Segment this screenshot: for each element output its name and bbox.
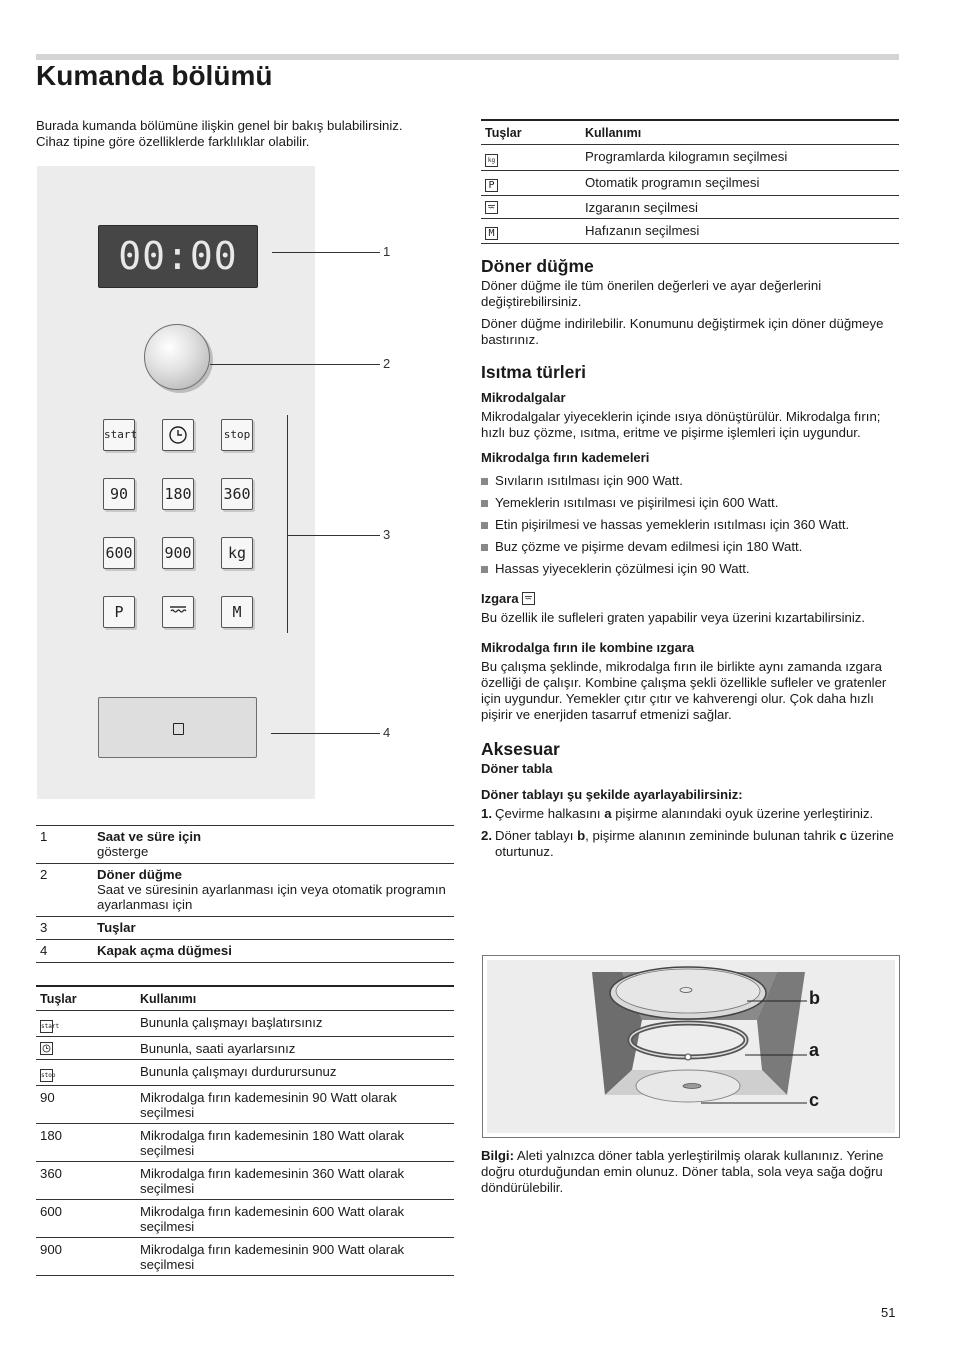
legend-table	[36, 825, 454, 963]
start-key-icon: start	[40, 1020, 53, 1033]
callout-4: 4	[383, 725, 391, 740]
callout-line-1	[272, 252, 380, 253]
list-item: Etin pişirilmesi ve hassas yemeklerin ısıtılması için 360 Watt.	[481, 517, 899, 533]
list-item: Hassas yiyeceklerin çözülmesi için 90 Watt.	[481, 561, 899, 577]
turntable-figure	[482, 955, 900, 1138]
list-item: Yemeklerin ısıtılması ve pişirilmesi için 600 Watt.	[481, 495, 899, 511]
note-text: Bilgi: Aleti yalnızca döner tabla yerleştirilmiş olarak kullanınız. Yerine doğru oturduğundan emin olunuz. Döner tabla, sola veya sağa doğru döndürülebilir.	[481, 1148, 884, 1195]
grill-button[interactable]	[162, 596, 194, 628]
kg-key-icon: kg	[485, 154, 498, 167]
grill-inline-icon	[522, 592, 535, 605]
memory-button[interactable]: M	[221, 596, 253, 628]
clock-display: 00:00	[98, 225, 258, 288]
control-panel-illustration	[37, 166, 315, 799]
table-row: 900 Mikrodalga fırın kademesinin 900 Watt olarak seçilmesi	[36, 1238, 454, 1276]
door-open-button[interactable]	[98, 697, 257, 758]
fig-label-a: a	[809, 1040, 820, 1060]
power-90-button[interactable]: 90	[103, 478, 135, 510]
table-row: P Otomatik programın seçilmesi	[481, 171, 899, 196]
steps-list	[481, 806, 899, 860]
table-row: 2 Döner düğme Saat ve süresinin ayarlanması için veya otomatik programın ayarlanması için	[36, 864, 454, 917]
table-row: M Hafızanın seçilmesi	[481, 219, 899, 244]
keys-table	[36, 985, 454, 1276]
weight-kg-button[interactable]: kg	[221, 537, 253, 569]
table-row: Izgaranın seçilmesi	[481, 196, 899, 219]
clock-icon	[163, 420, 193, 450]
clock-button[interactable]	[162, 419, 194, 451]
list-item: 2. Döner tablayı b, pişirme alanının zemininde bulunan tahrik c üzerine oturtunuz.	[481, 828, 894, 859]
power-360-button[interactable]: 360	[221, 478, 253, 510]
clock-key-icon	[40, 1042, 53, 1055]
fig-label-c: c	[809, 1090, 820, 1110]
page-number: 51	[881, 1305, 896, 1320]
power-600-button[interactable]: 600	[103, 537, 135, 569]
stop-key-icon: stop	[40, 1069, 53, 1082]
power-180-button[interactable]: 180	[162, 478, 194, 510]
power-levels-list	[481, 473, 899, 577]
table-row: 1 Saat ve süre için gösterge	[36, 826, 454, 864]
program-key-icon: P	[485, 179, 498, 192]
list-item: Buz çözme ve pişirme devam edilmesi için 180 Watt.	[481, 539, 899, 555]
grill-icon	[163, 597, 193, 627]
page-title: Kumanda bölümü	[36, 60, 273, 91]
callout-line-3	[287, 535, 380, 536]
keys-table-2	[481, 119, 899, 244]
table-row: kg Programlarda kilogramın seçilmesi	[481, 145, 899, 171]
doner-heading: Döner düğme	[481, 256, 594, 276]
intro-text: Burada kumanda bölümüne ilişkin genel bir bakış bulabilirsiniz. Cihaz tipine göre özelliklerde farklılıklar olabilir.	[36, 118, 403, 149]
callout-3: 3	[383, 527, 391, 542]
callout-bracket-3	[287, 415, 288, 633]
table-header-row: Tuşlar Kullanımı	[481, 120, 899, 145]
callout-1: 1	[383, 244, 391, 259]
grill-key-icon	[485, 201, 498, 214]
isitma-heading: Isıtma türleri	[481, 362, 587, 382]
list-item: Sıvıların ısıtılması için 900 Watt.	[481, 473, 899, 489]
stop-button[interactable]: stop	[221, 419, 253, 451]
table-header-row: Tuşlar Kullanımı	[36, 986, 454, 1011]
rotary-knob[interactable]	[144, 324, 210, 390]
aksesuar-heading: Aksesuar	[481, 739, 560, 759]
turntable-illustration	[487, 960, 895, 1133]
table-row: 90 Mikrodalga fırın kademesinin 90 Watt olarak seçilmesi	[36, 1086, 454, 1124]
table-row: 4 Kapak açma düğmesi	[36, 940, 454, 963]
program-button[interactable]: P	[103, 596, 135, 628]
table-row: start Bununla çalışmayı başlatırsınız	[36, 1011, 454, 1037]
callout-line-2	[210, 364, 380, 365]
memory-key-icon: M	[485, 227, 498, 240]
table-row: 360 Mikrodalga fırın kademesinin 360 Watt olarak seçilmesi	[36, 1162, 454, 1200]
right-column: Döner düğme Döner düğme ile tüm önerilen değerleri ve ayar değerlerini değiştirebilirsiniz. Döner düğme indirilebilir. Konumunu değiştirmek için döner düğmeye bastırınız. Isıtma türleri Mikrodalgalar Mikrodalgalar yiyeceklerin içinde ısıya dönüştürülür. Mikrodalga fırın; hızlı buz çözme, ısıtma, eritme ve pişirme işlemleri için uygundur. Mikrodalga fırın kademeleri Sıvıların ısıtılması için 900 Watt. Yemeklerin ısıtılması ve pişirilmesi için 600 Watt. Etin pişirilmesi ve hassas yemeklerin ısıtılması için 360 Watt. Buz çözme ve pişirme devam edilmesi için 180 Watt. Hassas yiyeceklerin çözülmesi için 90 Watt. Izgara Bu özellik ile sufleleri graten yapabilir veya üzerini kızartabilirsiniz. Mikrodalga fırın ile kombine ızgara Bu çalışma şeklinde, mikrodalga fırın ile birlikte aynı zamanda ızgara özelliği de çalışır. Kombine çalışma şekli özellikle sufleler ve gratenler için uygundur. Yemekler çıtır çıtır ve kahverengi olur. Çok daha hızlı pişirir ve enerjiden tasarruf etmenizi sağlar. Aksesuar Döner tabla Döner tablayı şu şekilde ayarlayabilirsiniz: 1. Çevirme halkasını a pişirme alanındaki oyuk üzerine yerleştiriniz. 2. Döner tablayı b, pişirme alanının zemininde bulunan tahrik c üzerine oturtunuz.	[481, 258, 899, 866]
list-item: 1. Çevirme halkasını a pişirme alanındaki oyuk üzerine yerleştiriniz.	[481, 806, 874, 821]
table-row: stop Bununla çalışmayı durdurursunuz	[36, 1060, 454, 1086]
fig-label-b: b	[809, 988, 820, 1008]
start-button[interactable]: start	[103, 419, 135, 451]
table-row: 600 Mikrodalga fırın kademesinin 600 Watt olarak seçilmesi	[36, 1200, 454, 1238]
table-row: 180 Mikrodalga fırın kademesinin 180 Watt olarak seçilmesi	[36, 1124, 454, 1162]
power-900-button[interactable]: 900	[162, 537, 194, 569]
table-row: 3 Tuşlar	[36, 917, 454, 940]
callout-line-4	[271, 733, 380, 734]
door-icon	[173, 723, 184, 735]
callout-2: 2	[383, 356, 391, 371]
table-row: Bununla, saati ayarlarsınız	[36, 1037, 454, 1060]
